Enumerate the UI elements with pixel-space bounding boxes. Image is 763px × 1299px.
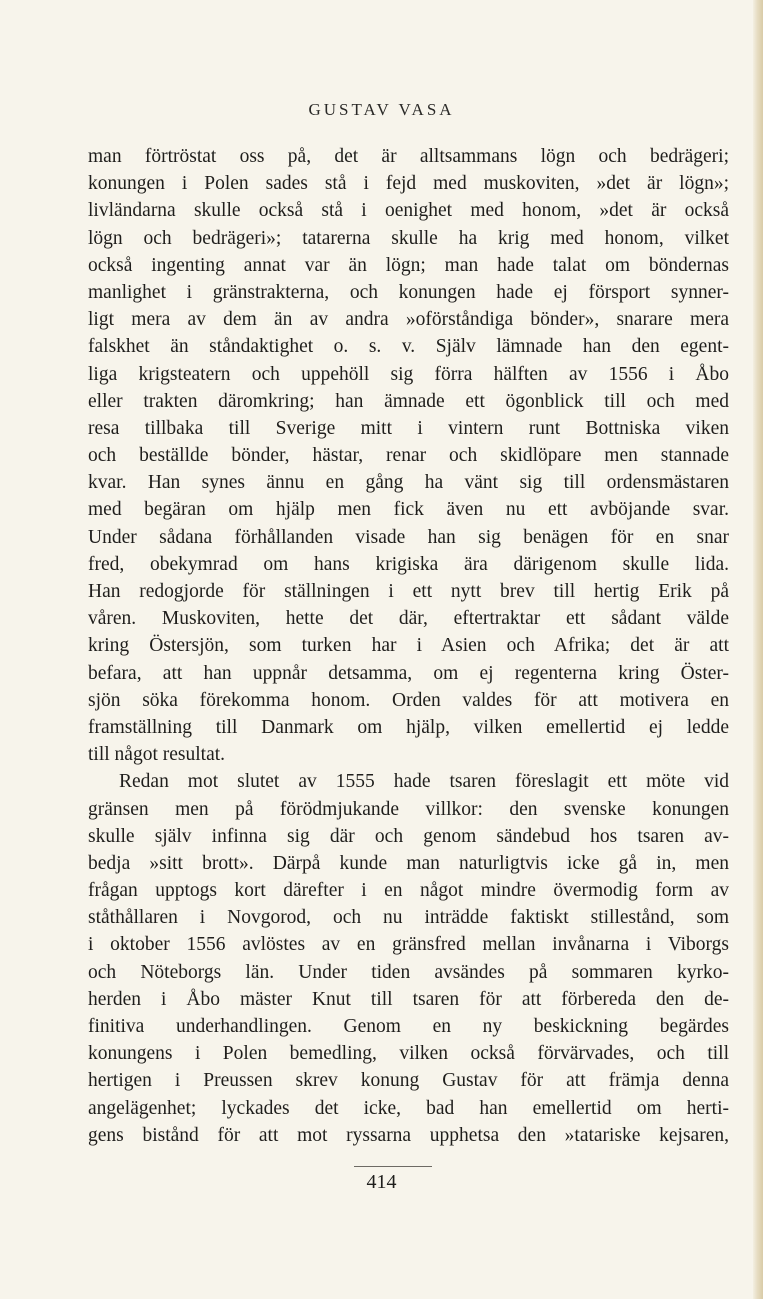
text-line: livländarna skulle också stå i oenighet med honom, »det är också bbox=[88, 200, 729, 222]
text-line: herden i Åbo mäster Knut till tsaren för att förbereda den de- bbox=[88, 988, 729, 1010]
text-line: sjön söka förekomma honom. Orden valdes för att motivera en bbox=[88, 689, 729, 711]
text-line: ståthållaren i Novgorod, och nu inträdde faktiskt stillestånd, som bbox=[88, 907, 729, 929]
text-line: i oktober 1556 avlöstes av en gränsfred mellan invånarna i Viborgs bbox=[88, 934, 729, 956]
text-line: kring Östersjön, som turken har i Asien och Afrika; det är att bbox=[88, 635, 729, 657]
text-line: gränsen men på förödmjukande villkor: den svenske konungen bbox=[88, 798, 729, 820]
text-line: eller trakten däromkring; han ämnade ett ögonblick till och med bbox=[88, 390, 729, 412]
text-line: falskhet än ståndaktighet o. s. v. Själv lämnade han den egent- bbox=[88, 336, 729, 358]
text-line: hertigen i Preussen skrev konung Gustav för att främja denna bbox=[88, 1070, 729, 1092]
footer-rule bbox=[354, 1166, 432, 1167]
page-number: 414 bbox=[366, 1171, 397, 1193]
text-line: fred, obekymrad om hans krigiska ära därigenom skulle lida. bbox=[88, 553, 729, 575]
text-line: kvar. Han synes ännu en gång ha vänt sig till ordensmästaren bbox=[88, 472, 729, 494]
text-line: liga krigsteatern och uppehöll sig förra hälften av 1556 i Åbo bbox=[88, 363, 729, 385]
text-line: konungen i Polen sades stå i fejd med muskoviten, »det är lögn»; bbox=[88, 173, 729, 195]
text-line: konungens i Polen bemedling, vilken också förvärvades, och till bbox=[88, 1043, 729, 1065]
text-line: och Nöteborgs län. Under tiden avsändes på sommaren kyrko- bbox=[88, 961, 729, 983]
text-line: framställning till Danmark om hjälp, vilken emellertid ej ledde bbox=[88, 716, 729, 738]
text-line: manlighet i gränstrakterna, och konungen hade ej försport synner- bbox=[88, 281, 729, 303]
body-text bbox=[88, 143, 729, 1149]
text-line: ligt mera av dem än av andra »oförståndiga bönder», snarare mera bbox=[88, 309, 729, 331]
running-head: GUSTAV VASA bbox=[308, 100, 455, 119]
text-line: finitiva underhandlingen. Genom en ny beskickning begärdes bbox=[88, 1016, 729, 1037]
paragraph-end-line: till något resultat. bbox=[88, 744, 226, 766]
text-line: också ingenting annat var än lögn; man hade talat om böndernas bbox=[88, 254, 729, 276]
text-line: gens bistånd för att mot ryssarna upphetsa den »tatariske kejsaren, bbox=[88, 1124, 729, 1146]
paragraph-start-line: Redan mot slutet av 1555 hade tsaren föreslagit ett möte vid bbox=[119, 771, 729, 793]
text-line: man förtröstat oss på, det är alltsammans lögn och bedrägeri; bbox=[88, 146, 729, 167]
text-line: Under sådana förhållanden visade han sig benägen för en snar bbox=[88, 526, 729, 548]
text-line: och beställde bönder, hästar, renar och skidlöpare men stannade bbox=[88, 445, 729, 467]
text-line: våren. Muskoviten, hette det där, eftertraktar ett sådant välde bbox=[88, 608, 729, 630]
text-line: Han redogjorde för ställningen i ett nytt brev till hertig Erik på bbox=[88, 581, 729, 602]
text-line: befara, att han uppnår detsamma, om ej regenterna kring Öster- bbox=[88, 662, 729, 684]
text-line: lögn och bedrägeri»; tatarerna skulle ha krig med honom, vilket bbox=[88, 227, 729, 249]
text-line: frågan upptogs kort därefter i en något mindre övermodig form av bbox=[88, 880, 729, 902]
page-edge-shadow bbox=[753, 0, 763, 1299]
text-line: resa tillbaka till Sverige mitt i vintern runt Bottniska viken bbox=[88, 417, 729, 439]
text-line: med begäran om hjälp men fick även nu ett avböjande svar. bbox=[88, 499, 729, 521]
text-line: skulle själv infinna sig där och genom sändebud hos tsaren av- bbox=[88, 825, 729, 847]
text-line: bedja »sitt brott». Därpå kunde man naturligtvis icke gå in, men bbox=[88, 852, 729, 874]
text-line: angelägenhet; lyckades det icke, bad han emellertid om herti- bbox=[88, 1097, 729, 1119]
